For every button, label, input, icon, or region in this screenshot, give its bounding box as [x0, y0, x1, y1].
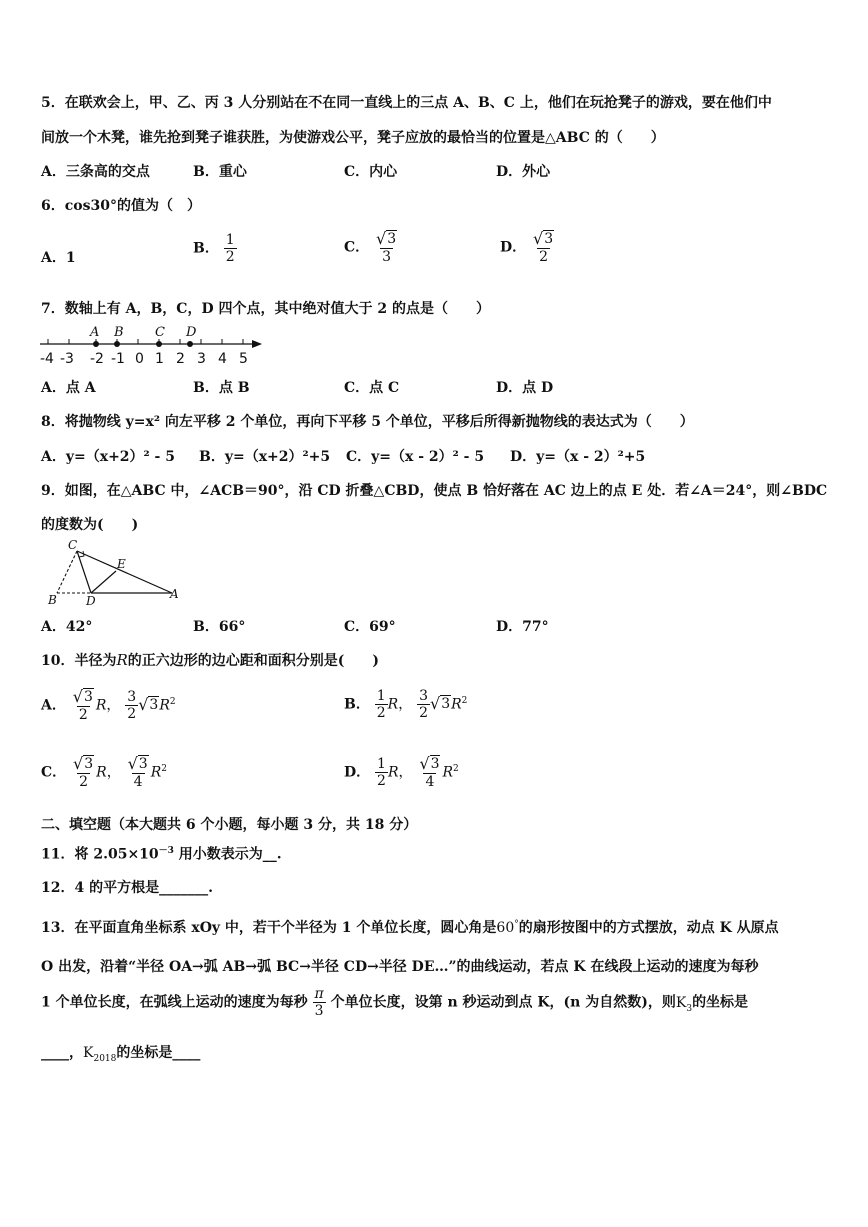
fraction: $\frac{3}{2}$: [127, 689, 137, 722]
option-label: D．: [344, 764, 371, 781]
fraction: $\frac{3}{2}$: [419, 688, 428, 721]
tick-label: -4: [40, 351, 54, 367]
option-label: C．: [41, 764, 67, 781]
q8-option-d: D．y=（x - 2）²+5: [510, 449, 646, 465]
q9-triangle-figure: [44, 538, 184, 608]
option-label: A．: [41, 697, 66, 714]
tick-label: 0: [135, 351, 144, 367]
section-two-heading: 二、填空题（本大题共 6 个小题，每小题 3 分，共 18 分）: [41, 817, 418, 833]
q7-number-line-figure: [38, 322, 264, 368]
q13-line4: ____，$K_{2018}$的坐标是____: [41, 1045, 201, 1064]
q9-option-a: A．42°: [41, 619, 93, 635]
q10-stem-var: R: [116, 651, 128, 669]
tick-label: 4: [218, 351, 227, 367]
q5-line1: 5．在联欢会上，甲、乙、丙 3 人分别站在不在同一直线上的三点 A、B、C 上，他们在玩抢凳子的游戏，要在他们中: [41, 95, 772, 111]
q9-option-d: D．77°: [496, 619, 549, 635]
point-c-dot: [156, 341, 162, 347]
q6-d-fraction: [531, 230, 556, 265]
point-b-dot: [114, 341, 120, 347]
denominator: 2: [539, 249, 549, 265]
q6-c-label: C．: [344, 239, 370, 256]
q13-line1: 13．在平面直角坐标系 xOy 中，若干个半径为 1 个单位长度，圆心角是60°的扇形按图中的方式摆放，动点 K 从原点: [41, 919, 779, 936]
q6-option-b: [193, 232, 237, 265]
point-a-label: A: [90, 325, 100, 340]
point-b-label: B: [114, 325, 124, 340]
q10-option-b: B． $\frac{1}{2}$ R， $\frac{3}{2}$ √ 3 $R^2$: [344, 688, 468, 721]
label-b: B: [48, 593, 57, 607]
q6-c-fraction: [374, 230, 399, 265]
segment-cb-dashed: [57, 551, 77, 593]
q7-stem: 7．数轴上有 A，B，C，D 四个点，其中绝对值大于 2 的点是（ ）: [41, 301, 490, 317]
number-line-arrowhead: [252, 340, 262, 348]
tick-label: 2: [176, 351, 185, 367]
q9-option-c: C．69°: [344, 619, 396, 635]
segment-de: [91, 571, 116, 593]
label-d: D: [86, 594, 96, 608]
tick-label: -1: [111, 351, 125, 367]
q7-option-b: B．点 B: [193, 380, 250, 396]
q9-line2: 的度数为( ): [41, 517, 139, 533]
denominator: 3: [382, 249, 392, 265]
label-a: A: [170, 587, 179, 601]
q13-line3: 1 个单位长度，在弧线上运动的速度为每秒 $\frac{\pi}{3}$ 个单位长度，设第 n 秒运动到点 K，(n 为自然数)，则$K_3$的坐标是: [41, 986, 749, 1019]
k3-symbol: $K_3$: [675, 994, 693, 1014]
numerator: √ 3: [533, 229, 554, 248]
fraction: $\frac{1}{2}$: [377, 756, 386, 789]
q9-option-b: B．66°: [193, 619, 246, 635]
q10-option-d: D． $\frac{1}{2}$ R， √ 3 4 $R^2$: [344, 754, 459, 790]
fraction: √ 3 2: [72, 687, 93, 723]
k2018-symbol: $K_{2018}$: [83, 1045, 117, 1064]
q7-option-c: C．点 C: [344, 380, 400, 396]
numerator: √ 3: [376, 229, 397, 248]
denominator: 2: [225, 249, 235, 265]
fraction: √ 3 2: [73, 754, 94, 790]
q5-option-c: C．内心: [344, 164, 398, 180]
q6-option-a: A．1: [41, 250, 76, 266]
q8-option-c: C．y=（x - 2）² - 5: [346, 449, 485, 465]
var-r: R: [95, 697, 107, 714]
q7-option-a: A．点 A: [41, 380, 96, 396]
q8-option-a: A．y=（x+2）² - 5: [41, 449, 175, 465]
q5-option-a: A．三条高的交点: [41, 164, 150, 180]
fraction: $\frac{1}{2}$: [376, 688, 386, 721]
q6-stem: 6．cos30°的值为（ ）: [41, 198, 201, 214]
label-c: C: [68, 538, 78, 552]
fraction: √ 3 4: [419, 754, 440, 790]
q10-option-c: C． √ 3 2 R， √ 3 4 $R^2$: [41, 754, 167, 790]
q9-line1: 9．如图，在△ABC 中，∠ACB＝90°，沿 CD 折叠△CBD，使点 B 恰好落在 AC 边上的点 E 处．若∠A＝24°，则∠BDC: [41, 483, 828, 499]
q10-stem-pre: 10．半径为: [41, 653, 117, 669]
q5-line2: 间放一个木凳，谁先抢到凳子谁获胜，为使游戏公平，凳子应放的最恰当的位置是△ABC 的（ ）: [41, 130, 665, 146]
q5-option-b: B．重心: [193, 164, 247, 180]
q6-d-label: D．: [500, 239, 527, 256]
fraction: √ 3 4: [127, 754, 148, 790]
point-c-label: C: [155, 325, 165, 340]
q6-b-label: B．: [193, 240, 219, 257]
numerator: 1: [225, 232, 235, 248]
point-d-dot: [187, 341, 193, 347]
q5-option-d: D．外心: [496, 164, 551, 180]
option-label: B．: [344, 696, 370, 713]
q7-option-d: D．点 D: [496, 380, 554, 396]
q6-option-d: [500, 230, 556, 265]
label-e: E: [117, 557, 126, 571]
angle-value: 60°: [496, 919, 519, 936]
exponent: －3: [158, 846, 174, 856]
q11-stem: 11．将 $2.05\times 10^{-3}$ 用小数表示为__.: [41, 846, 282, 863]
tick-label: 1: [155, 351, 164, 367]
q6-option-c: [344, 230, 399, 265]
q12-stem: 12．4 的平方根是_______.: [41, 880, 213, 896]
q10-stem: [41, 650, 379, 670]
tick-label: -2: [90, 351, 104, 367]
q6-b-fraction: [224, 232, 237, 265]
q8-option-b: B．y=（x+2）²+5: [199, 449, 331, 465]
tick-label: -3: [60, 351, 74, 367]
tick-label: 5: [239, 351, 248, 367]
pi-over-three: $\frac{\pi}{3}$: [314, 986, 324, 1019]
point-a-dot: [93, 341, 99, 347]
q8-stem: 8．将抛物线 y=x² 向左平移 2 个单位，再向下平移 5 个单位，平移后所得新抛物线的表达式为（ ）: [41, 414, 694, 430]
q10-stem-post: 的正六边形的边心距和面积分别是( ): [127, 653, 380, 669]
point-d-label: D: [186, 325, 197, 340]
q13-line2: O 出发，沿着“半径 OA→弧 AB→弧 BC→半径 CD→半径 DE…”的曲线运动，若点 K 在线段上运动的速度为每秒: [41, 959, 759, 975]
q10-option-a: A． √ 3 2 R， $\frac{3}{2}$ √ 3 $R^2$: [41, 687, 176, 723]
tick-label: 3: [197, 351, 206, 367]
